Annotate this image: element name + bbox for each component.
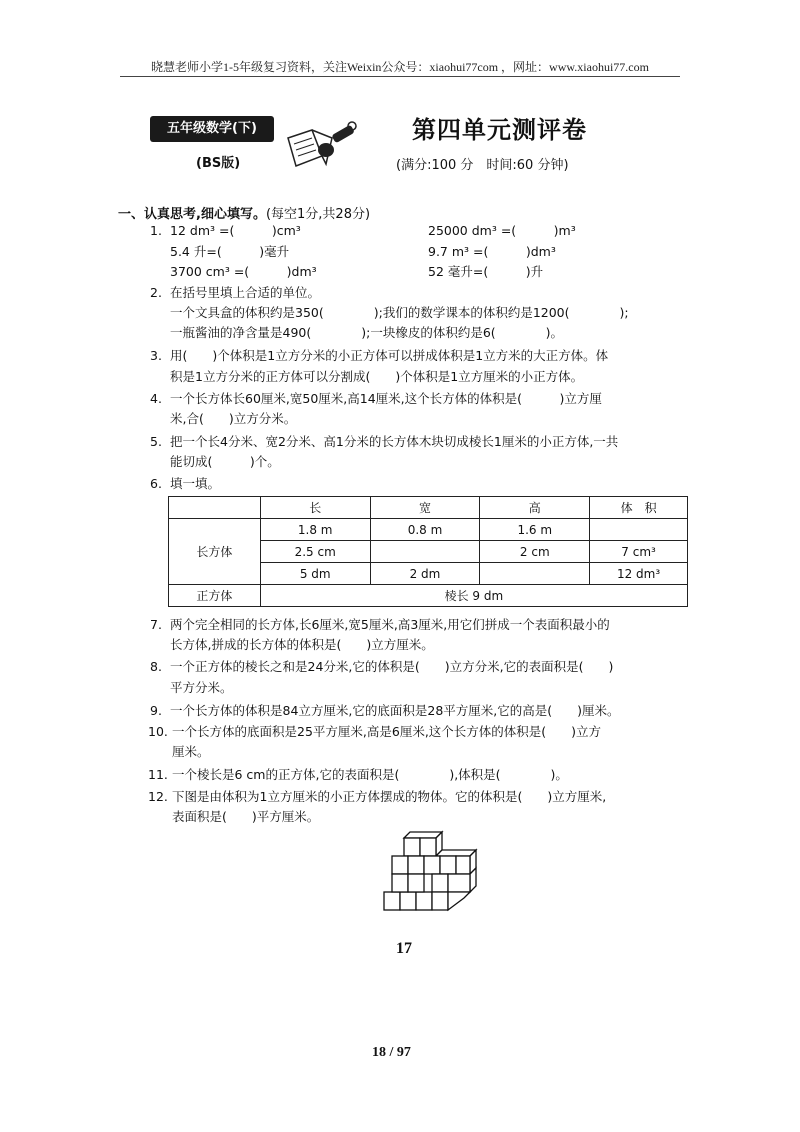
question-number: 4. [150,391,162,406]
question-text: 一个正方体的棱长之和是24分米,它的体积是( )立方分米,它的表面积是( ) [170,659,614,674]
table-header: 体 积 [590,497,688,519]
table-header: 长 [260,497,370,519]
question-text: 填一填。 [170,476,221,491]
table-header: 宽 [370,497,480,519]
question-number: 8. [150,659,162,674]
table-cell: 1.8 m [260,519,370,541]
table-cell: 2.5 cm [260,541,370,563]
edition-label: (BS版) [196,156,241,171]
question-text: 一个长方体的体积是84立方厘米,它的底面积是28平方厘米,它的高是( )厘米。 [170,703,620,718]
question-number: 7. [150,617,162,632]
question-5-line-2: 能切成( )个。 [170,454,280,469]
question-12-line-2: 表面积是( )平方厘米。 [172,809,320,824]
question-4-line-1 [150,390,602,408]
question-number: 12. [148,789,168,804]
question-number: 6. [150,476,162,491]
question-text: 在括号里填上合适的单位。 [170,285,321,300]
question-text: 一个长方体长60厘米,宽50厘米,高14厘米,这个长方体的体积是( )立方厘 [170,391,602,406]
question-2-line-1 [150,284,320,302]
table-cell: 5 dm [260,563,370,585]
table-cell: 12 dm³ [590,563,688,585]
page-number: 17 [396,940,412,957]
table-cell [370,541,480,563]
book-telescope-icon [282,116,362,174]
question-7-line-1 [150,616,610,634]
question-6-line-1 [150,475,220,493]
page-counter: 18 / 97 [372,1045,411,1060]
grade-badge: 五年级数学(下) [150,116,274,142]
question-number: 11. [148,767,168,782]
question-11-line-1 [148,766,568,784]
question-5-line-1 [150,433,618,451]
question-7-line-2: 长方体,拼成的长方体的体积是( )立方厘米。 [170,637,434,652]
q1-item-b: 25000 dm³ =( )m³ [428,223,576,238]
row-group-label: 长方体 [169,519,261,585]
stacked-cubes-figure [382,828,482,924]
table-cell: 7 cm³ [590,541,688,563]
q1-item-f: 52 毫升=( )升 [428,264,544,279]
question-number: 3. [150,348,162,363]
row-group-label: 正方体 [169,585,261,607]
section-title: 一、认真思考,细心填写。 [118,207,266,222]
question-9-line-1 [150,702,620,720]
question-3-line-1 [150,347,608,365]
table-header-row [169,497,688,519]
table-header: 高 [480,497,590,519]
table-row [169,519,688,541]
q1-item-e: 3700 cm³ =( )dm³ [170,264,317,279]
question-4-line-2: 米,合( )立方分米。 [170,411,297,426]
table-cell: 1.6 m [480,519,590,541]
table-cell: 0.8 m [370,519,480,541]
header-rule [120,76,680,77]
question-8-line-1 [150,658,613,676]
fill-in-table [168,496,688,607]
question-2-line-2: 一个文具盒的体积约是350( );我们的数学课本的体积约是1200( ); [170,305,629,320]
q1-item-a: 12 dm³ =( )cm³ [170,223,301,238]
question-number: 10. [148,724,168,739]
question-number: 2. [150,285,162,300]
q1-item-d: 9.7 m³ =( )dm³ [428,244,556,259]
question-number: 9. [150,703,162,718]
table-cell: 棱长 9 dm [260,585,687,607]
table-corner [169,497,261,519]
site-header: 晓慧老师小学1-5年级复习资料，关注Weixin公众号：xiaohui77com ，网址：www.xiaohui77.com [151,60,649,74]
question-10-line-1 [148,723,601,741]
question-1-row-1 [150,222,301,240]
question-text: 一个长方体的底面积是25平方厘米,高是6厘米,这个长方体的体积是( )立方 [172,724,602,739]
question-text: 下图是由体积为1立方厘米的小正方体摆成的物体。它的体积是( )立方厘米, [172,789,607,804]
question-3-line-2: 积是1立方分米的正方体可以分割成( )个体积是1立方厘米的小正方体。 [170,369,584,384]
table-cell [590,519,688,541]
section-points: (每空1分,共28分) [265,207,371,222]
question-8-line-2: 平方分米。 [170,680,233,695]
page-title: 第四单元测评卷 [412,115,587,144]
table-row [169,585,688,607]
question-12-line-1 [148,788,606,806]
table-cell: 2 dm [370,563,480,585]
question-number: 5. [150,434,162,449]
question-text: 用( )个体积是1立方分米的小正方体可以拼成体积是1立方米的大正方体。体 [170,348,609,363]
section-heading [118,203,370,222]
question-number: 1. [150,223,162,238]
table-cell: 2 cm [480,541,590,563]
question-text: 两个完全相同的长方体,长6厘米,宽5厘米,高3厘米,用它们拼成一个表面积最小的 [170,617,610,632]
table-cell [480,563,590,585]
question-10-line-2: 厘米。 [172,744,210,759]
question-text: 一个棱长是6 cm的正方体,它的表面积是( ),体积是( )。 [172,767,568,782]
score-time-label: (满分:100 分 时间:60 分钟) [396,158,569,173]
question-2-line-3: 一瓶酱油的净含量是490( );一块橡皮的体积约是6( )。 [170,325,564,340]
question-text: 把一个长4分米、宽2分米、高1分米的长方体木块切成棱长1厘米的小正方体,一共 [170,434,619,449]
q1-item-c: 5.4 升=( )毫升 [170,244,290,259]
